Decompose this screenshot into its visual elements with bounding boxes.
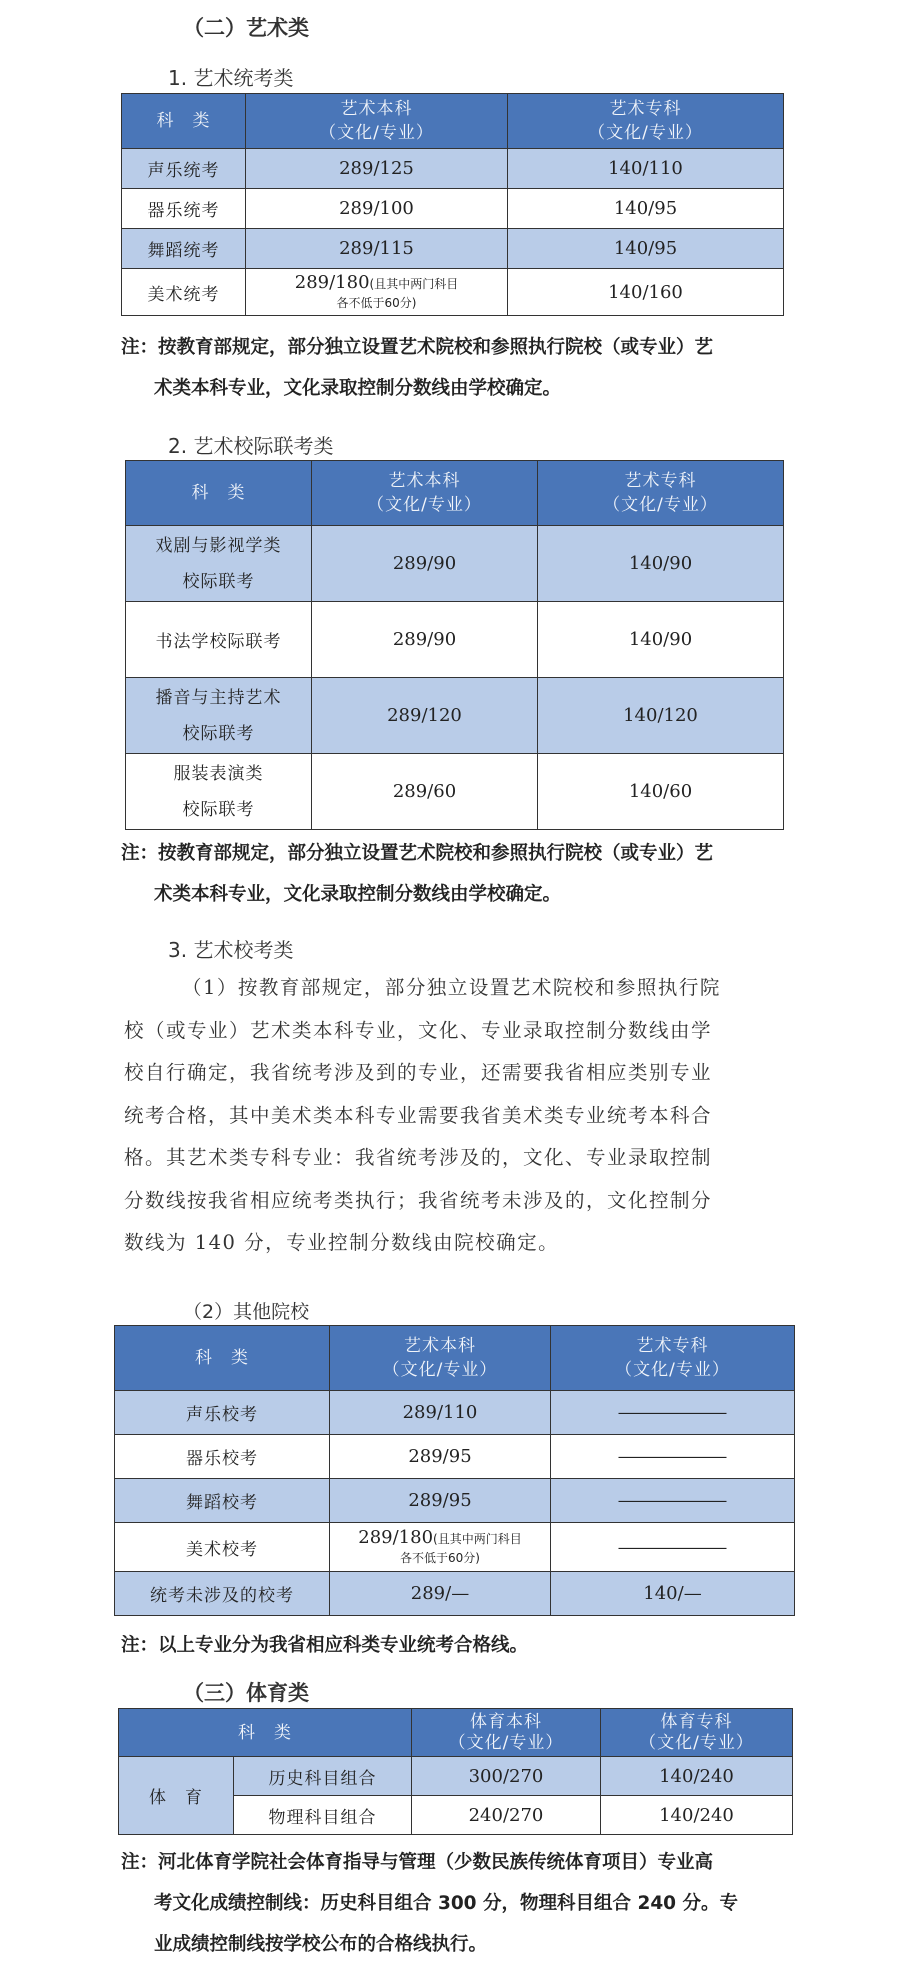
- table-row: [122, 149, 784, 189]
- paragraph-line: 分数线按我省相应统考类执行；我省统考未涉及的，文化控制分: [124, 1188, 713, 1212]
- cell-college: 140/90: [538, 526, 784, 602]
- cell-college: 140/—: [551, 1572, 795, 1616]
- table-row: [126, 678, 784, 754]
- cell-undergrad: 289/120: [312, 678, 538, 754]
- cell-undergrad: 289/95: [330, 1435, 551, 1479]
- section-pe-heading: （三）体育类: [183, 1681, 309, 1705]
- row-label: 服装表演类 校际联考: [126, 754, 312, 830]
- score-note-2: 各不低于60分): [400, 1550, 480, 1565]
- header-undergrad: 体育本科 （文化/专业）: [412, 1709, 601, 1757]
- cell-college: 140/60: [538, 754, 784, 830]
- subsection-3-heading: 3. 艺术校考类: [168, 938, 294, 962]
- paragraph-line: 数线为 140 分，专业控制分数线由院校确定。: [124, 1231, 560, 1254]
- subsection-1-heading: 1. 艺术统考类: [168, 66, 294, 90]
- cell-undergrad: 300/270: [412, 1757, 601, 1796]
- row-label: 戏剧与影视学类 校际联考: [126, 526, 312, 602]
- cell-college: ――――――: [551, 1435, 795, 1479]
- table-row: [115, 1479, 795, 1523]
- table-row: [119, 1757, 793, 1796]
- group-label: 体 育: [119, 1757, 234, 1835]
- table-row: [122, 229, 784, 269]
- header-college: 体育专科 （文化/专业）: [601, 1709, 793, 1757]
- header-category: 科 类: [119, 1709, 412, 1757]
- row-label: 物理科目组合: [234, 1796, 412, 1835]
- row-label: 器乐校考: [115, 1435, 330, 1479]
- table-row: [115, 1572, 795, 1616]
- cell-college: 140/90: [538, 602, 784, 678]
- row-label: 美术统考: [122, 269, 246, 316]
- table-row: [115, 1391, 795, 1435]
- subsection-2-heading: 2. 艺术校际联考类: [168, 434, 334, 458]
- header-undergrad: 艺术本科 （文化/专业）: [312, 461, 538, 526]
- score-note: (且其中两门科目: [433, 1531, 522, 1546]
- other-schools-table: [114, 1325, 795, 1616]
- table-row: [126, 754, 784, 830]
- cell-undergrad: 289/60: [312, 754, 538, 830]
- cell-college: ――――――: [551, 1479, 795, 1523]
- other-schools-heading: （2）其他院校: [183, 1301, 310, 1323]
- cell-college: 140/110: [508, 149, 784, 189]
- cell-college: 140/240: [601, 1757, 793, 1796]
- cell-undergrad: 289/—: [330, 1572, 551, 1616]
- header-category: 科 类: [126, 461, 312, 526]
- header-undergrad: 艺术本科 （文化/专业）: [246, 94, 508, 149]
- row-label: 器乐统考: [122, 189, 246, 229]
- paragraph-line: （1）按教育部规定，部分独立设置艺术院校和参照执行院: [182, 976, 721, 999]
- note-4-line-1: 注：河北体育学院社会体育指导与管理（少数民族传统体育项目）专业高: [121, 1852, 714, 1873]
- cell-undergrad: 289/95: [330, 1479, 551, 1523]
- cell-college: ――――――: [551, 1523, 795, 1572]
- school-exam-paragraph: [124, 967, 804, 1265]
- cell-undergrad: 289/110: [330, 1391, 551, 1435]
- cell-college: 140/95: [508, 229, 784, 269]
- table-row: [122, 269, 784, 316]
- table-row: [115, 1435, 795, 1479]
- cell-undergrad: [330, 1523, 551, 1572]
- table-row: [115, 1523, 795, 1572]
- cell-college: 140/240: [601, 1796, 793, 1835]
- row-label: 书法学校际联考: [126, 602, 312, 678]
- note-1-line-1: 注：按教育部规定，部分独立设置艺术院校和参照执行院校（或专业）艺: [121, 337, 714, 358]
- art-joint-exam-table: [125, 460, 784, 830]
- header-category: 科 类: [115, 1326, 330, 1391]
- cell-undergrad: 289/125: [246, 149, 508, 189]
- row-label: 历史科目组合: [234, 1757, 412, 1796]
- paragraph-line: 统考合格，其中美术类本科专业需要我省美术类专业统考本科合: [124, 1103, 713, 1127]
- header-undergrad: 艺术本科 （文化/专业）: [330, 1326, 551, 1391]
- cell-undergrad: 289/90: [312, 602, 538, 678]
- cell-undergrad: [246, 269, 508, 316]
- art-unified-exam-table: [121, 93, 784, 316]
- cell-undergrad: 289/115: [246, 229, 508, 269]
- row-label: 声乐统考: [122, 149, 246, 189]
- table-row: [122, 189, 784, 229]
- note-4-line-3: 业成绩控制线按学校公布的合格线执行。: [154, 1934, 488, 1955]
- score-note-2: 各不低于60分): [336, 295, 417, 310]
- cell-college: 140/120: [538, 678, 784, 754]
- cell-undergrad: 289/90: [312, 526, 538, 602]
- table-row: [126, 526, 784, 602]
- table-row: [126, 602, 784, 678]
- paragraph-line: 校（或专业）艺术类本科专业，文化、专业录取控制分数线由学: [124, 1018, 713, 1042]
- row-label: 播音与主持艺术 校际联考: [126, 678, 312, 754]
- row-label: 舞蹈校考: [115, 1479, 330, 1523]
- row-label: 舞蹈统考: [122, 229, 246, 269]
- row-label: 声乐校考: [115, 1391, 330, 1435]
- pe-table: [118, 1708, 793, 1835]
- score-note: (且其中两门科目: [369, 276, 459, 291]
- cell-college: 140/160: [508, 269, 784, 316]
- header-college: 艺术专科 （文化/专业）: [538, 461, 784, 526]
- note-2-line-1: 注：按教育部规定，部分独立设置艺术院校和参照执行院校（或专业）艺: [121, 843, 714, 864]
- header-category: 科 类: [122, 94, 246, 149]
- cell-undergrad: 240/270: [412, 1796, 601, 1835]
- score-value: 289/180: [358, 1526, 434, 1548]
- header-college: 艺术专科 （文化/专业）: [508, 94, 784, 149]
- note-3: 注：以上专业分为我省相应科类专业统考合格线。: [121, 1635, 529, 1656]
- section-art-heading: （二）艺术类: [183, 16, 309, 40]
- cell-college: ――――――: [551, 1391, 795, 1435]
- row-label: 美术校考: [115, 1523, 330, 1572]
- header-college: 艺术专科 （文化/专业）: [551, 1326, 795, 1391]
- paragraph-line: 校自行确定，我省统考涉及到的专业，还需要我省相应类别专业: [124, 1061, 713, 1084]
- note-2-line-2: 术类本科专业，文化录取控制分数线由学校确定。: [154, 884, 562, 905]
- paragraph-line: 格。其艺术类专科专业：我省统考涉及的，文化、专业录取控制: [124, 1146, 713, 1169]
- note-4-line-2: 考文化成绩控制线：历史科目组合 300 分，物理科目组合 240 分。专: [154, 1893, 738, 1914]
- note-1-line-2: 术类本科专业，文化录取控制分数线由学校确定。: [154, 378, 562, 399]
- cell-college: 140/95: [508, 189, 784, 229]
- row-label: 统考未涉及的校考: [115, 1572, 330, 1616]
- score-value: 289/180: [294, 271, 370, 293]
- cell-undergrad: 289/100: [246, 189, 508, 229]
